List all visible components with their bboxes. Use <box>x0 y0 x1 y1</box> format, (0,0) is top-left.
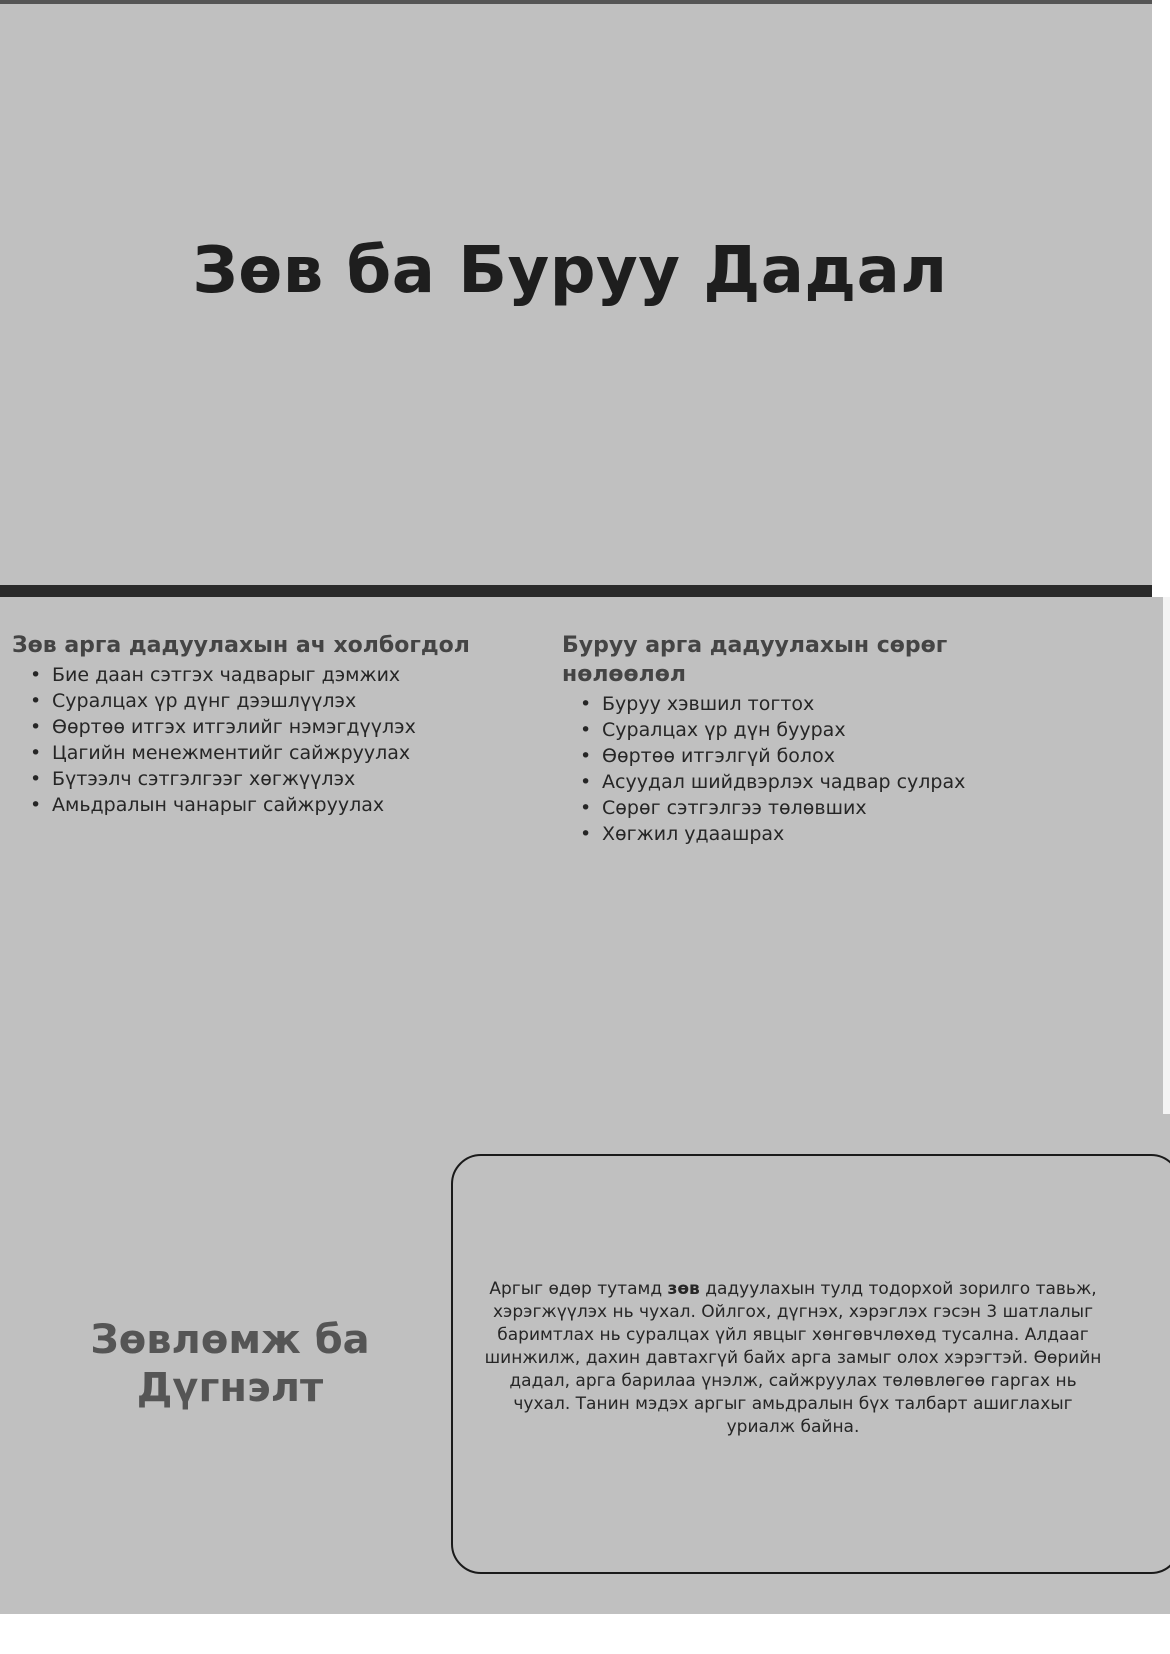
conclusion-text-rest: дадуулахын тулд тодорхой зорилго тавьж, хэрэгжүүлэх нь чухал. Ойлгох, дүгнэх, хэрэглэх гэсэн 3 шатлалыг баримтлах нь суралцах үйл явцыг хөнгөвчлөхөд тусална. Алдааг шинжилж, дахин давтахгүй байх арга замыг олох хэрэгтэй. Өөрийн дадал, арга барилаа үнэлж, сайжруулах төлөвлөгөө гаргах нь чухал. Танин мэдэх аргыг амьдралын бүх талбарт ашиглахыг уриалж байна. <box>484 1279 1102 1437</box>
benefits-column <box>12 631 482 818</box>
list-item: • Суралцах үр дүнг дээшлүүлэх <box>30 688 482 714</box>
list-item: • Асуудал шийдвэрлэх чадвар сулрах <box>580 769 1032 795</box>
list-item: • Өөртөө итгэх итгэлийг нэмэгдүүлэх <box>30 714 482 740</box>
negative-effects-list <box>562 691 1032 847</box>
list-item: • Бүтээлч сэтгэлгээг хөгжүүлэх <box>30 766 482 792</box>
list-item: • Сөрөг сэтгэлгээ төлөвших <box>580 795 1032 821</box>
slide-title: Зөв ба Буруу Дадал <box>192 234 948 308</box>
benefits-list <box>12 662 482 818</box>
list-item: • Хөгжил удаашрах <box>580 821 1032 847</box>
negative-effects-heading: Буруу арга дадуулахын сөрөг нөлөөлөл <box>562 633 948 687</box>
list-item: • Амьдралын чанарыг сайжруулах <box>30 792 482 818</box>
list-item: • Бие даан сэтгэх чадварыг дэмжих <box>30 662 482 688</box>
conclusion-box <box>451 1154 1170 1574</box>
conclusion-text <box>483 1278 1103 1439</box>
title-slide <box>0 0 1152 593</box>
negative-effects-column <box>562 631 1032 847</box>
list-item: • Цагийн менежментийг сайжруулах <box>30 740 482 766</box>
conclusion-text-start: Аргыг өдөр тутамд <box>489 1279 668 1299</box>
list-item: • Буруу хэвшил тогтох <box>580 691 1032 717</box>
comparison-slide <box>0 597 1170 1114</box>
conclusion-slide <box>0 1114 1170 1614</box>
slide-edge <box>1163 597 1170 1117</box>
list-item: • Өөртөө итгэлгүй болох <box>580 743 1032 769</box>
conclusion-text-bold: зөв <box>667 1279 700 1299</box>
list-item: • Суралцах үр дүн буурах <box>580 717 1032 743</box>
benefits-heading: Зөв арга дадуулахын ач холбогдол <box>12 633 470 658</box>
conclusion-title: Зөвлөмж ба Дүгнэлт <box>90 1317 370 1411</box>
slide-divider <box>0 585 1152 597</box>
